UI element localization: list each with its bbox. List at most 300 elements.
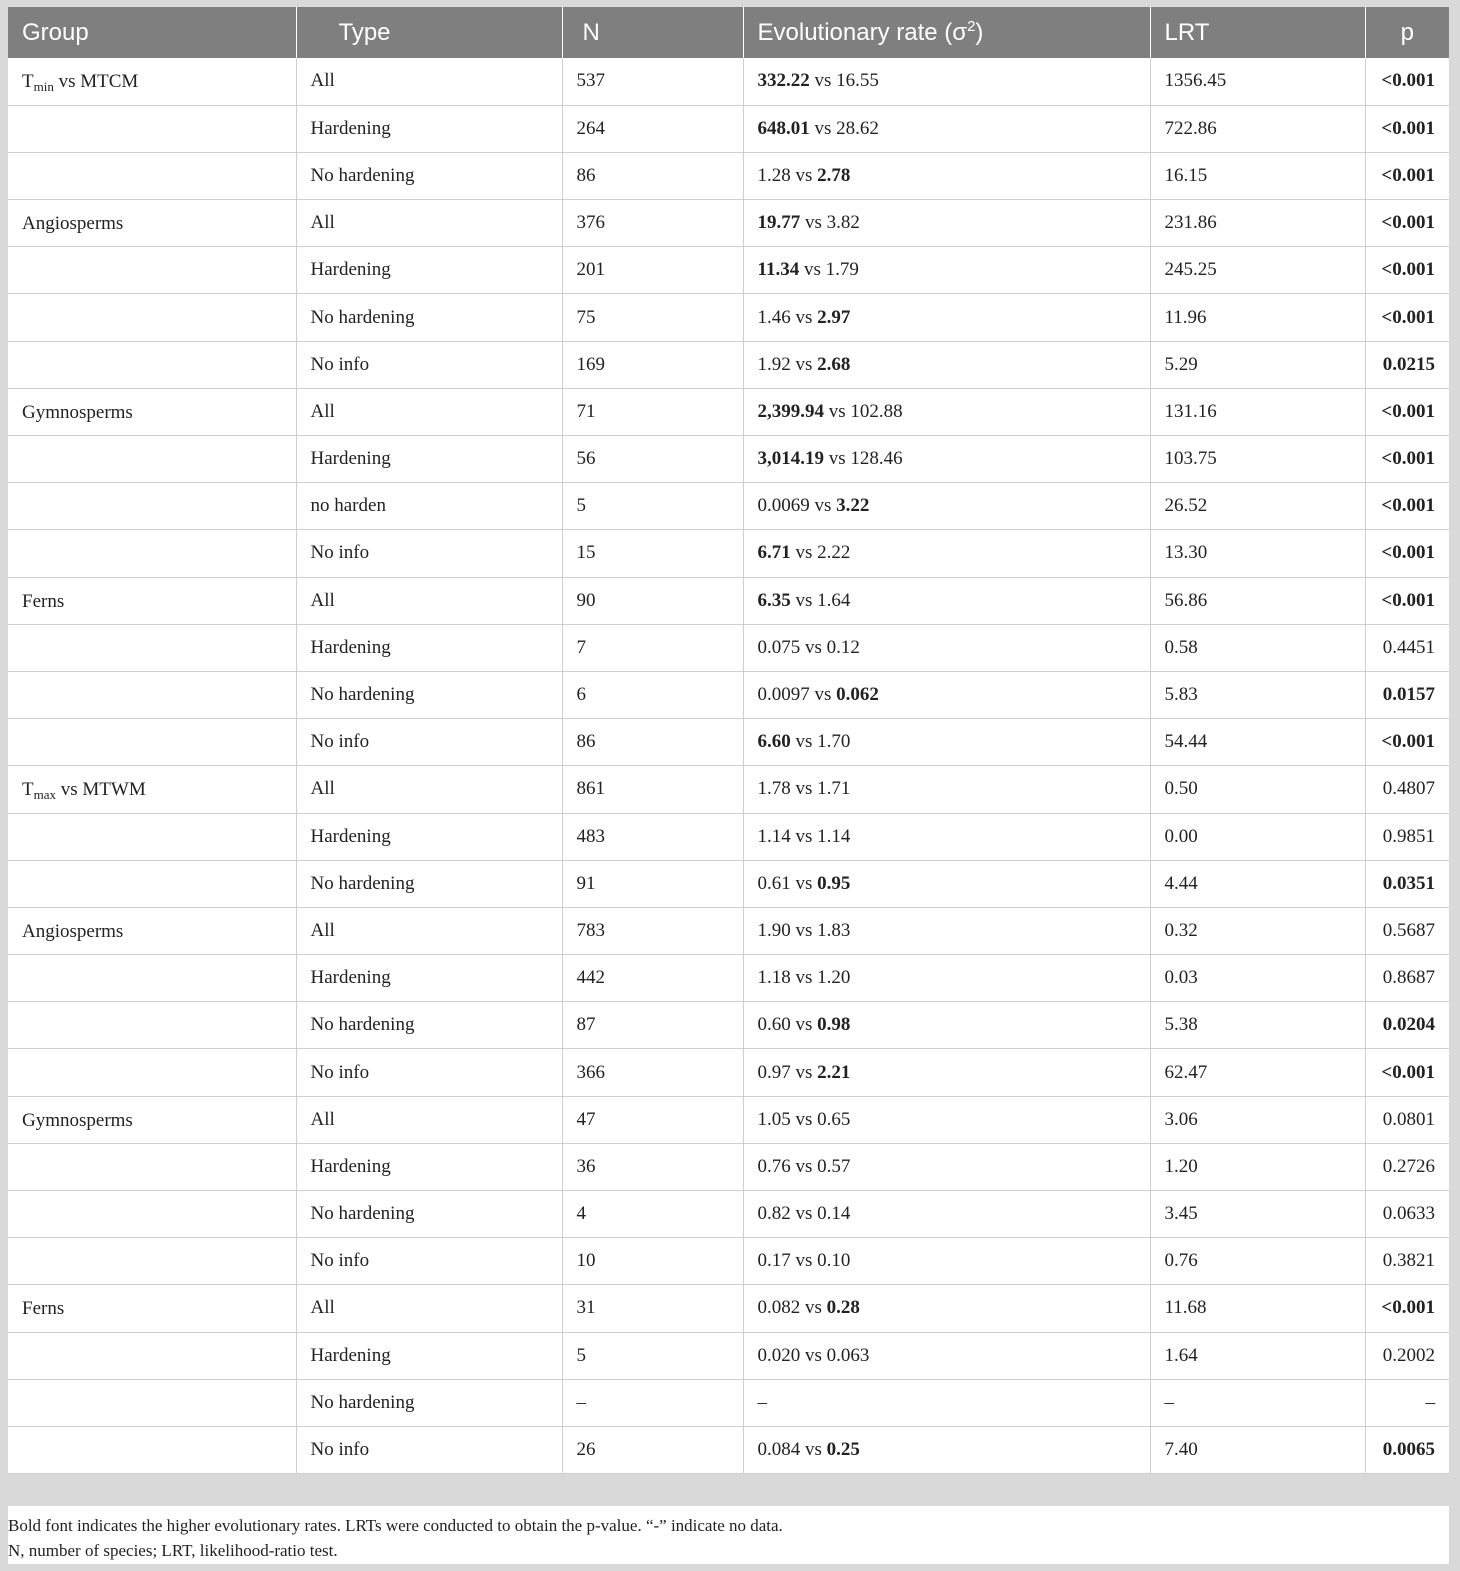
rate-vs: vs — [790, 1203, 818, 1225]
n-cell: 86 — [562, 152, 743, 199]
n-cell: 442 — [562, 955, 743, 1002]
rate-vs: vs — [790, 872, 818, 894]
type-cell: No info — [296, 719, 562, 766]
lrt-cell: 54.44 — [1150, 719, 1365, 766]
table-row — [8, 719, 1449, 766]
rate-vs: vs — [800, 1439, 827, 1461]
lrt-cell: – — [1150, 1379, 1365, 1426]
rate-value-1: 0.82 — [757, 1203, 791, 1225]
group-cell — [8, 813, 296, 860]
type-cell: No info — [296, 1238, 562, 1285]
rate-value-2: 0.10 — [817, 1250, 851, 1272]
group-cell — [8, 247, 296, 294]
rate-value-1: 1.46 — [757, 306, 791, 328]
n-cell: 7 — [562, 624, 743, 671]
rate-vs: vs — [790, 1061, 818, 1083]
rate-cell — [743, 860, 1150, 907]
p-cell: – — [1365, 1379, 1449, 1426]
rate-value-2: 0.95 — [817, 872, 851, 894]
table-row — [8, 436, 1449, 483]
p-cell: <0.001 — [1365, 483, 1449, 530]
rate-value-1: 1.78 — [757, 778, 791, 800]
rate-cell — [743, 577, 1150, 624]
table-row — [8, 341, 1449, 388]
lrt-cell: 3.45 — [1150, 1191, 1365, 1238]
table-row — [8, 483, 1449, 530]
rate-value-1: 6.60 — [757, 731, 791, 753]
header-group: Group — [8, 7, 296, 58]
group-label — [22, 71, 138, 92]
type-cell: Hardening — [296, 813, 562, 860]
type-cell: No hardening — [296, 1379, 562, 1426]
type-cell: All — [296, 58, 562, 105]
n-cell: 6 — [562, 671, 743, 718]
table-row — [8, 200, 1449, 247]
lrt-cell: 0.00 — [1150, 813, 1365, 860]
type-cell: All — [296, 577, 562, 624]
type-cell: Hardening — [296, 436, 562, 483]
header-n: N — [562, 7, 743, 58]
rate-vs: vs — [790, 589, 818, 611]
n-cell: 5 — [562, 483, 743, 530]
table-row — [8, 1191, 1449, 1238]
group-cell — [8, 719, 296, 766]
rate-value-1: 1.14 — [757, 825, 791, 847]
rate-cell — [743, 247, 1150, 294]
header-rate-superscript: 2 — [967, 17, 976, 35]
p-cell: 0.0204 — [1365, 1002, 1449, 1049]
table-row — [8, 1096, 1449, 1143]
table-row — [8, 58, 1449, 105]
lrt-cell: 7.40 — [1150, 1426, 1365, 1473]
rate-value-2: 0.98 — [817, 1014, 851, 1036]
rate-vs: vs — [800, 1344, 827, 1366]
group-subscript: max — [33, 787, 56, 803]
rate-cell — [743, 105, 1150, 152]
rate-vs: vs — [790, 731, 818, 753]
type-cell: No info — [296, 1049, 562, 1096]
rate-vs: vs — [800, 1297, 827, 1319]
lrt-cell: 0.76 — [1150, 1238, 1365, 1285]
lrt-cell: 0.32 — [1150, 907, 1365, 954]
rate-value-2: 1.64 — [817, 589, 851, 611]
rate-vs: vs — [809, 70, 837, 92]
rate-value-1: 0.17 — [757, 1250, 791, 1272]
rate-value-2: 1.70 — [817, 731, 851, 753]
rate-cell — [743, 1238, 1150, 1285]
p-cell: <0.001 — [1365, 200, 1449, 247]
p-cell: 0.2726 — [1365, 1143, 1449, 1190]
n-cell: 71 — [562, 388, 743, 435]
group-cell — [8, 1049, 296, 1096]
group-base: T — [22, 779, 34, 801]
lrt-cell: 131.16 — [1150, 388, 1365, 435]
rate-vs: vs — [809, 495, 837, 517]
rate-value-2: 0.57 — [817, 1155, 851, 1177]
rate-cell — [743, 436, 1150, 483]
lrt-cell: 11.96 — [1150, 294, 1365, 341]
rate-cell — [743, 1332, 1150, 1379]
rate-vs: vs — [809, 117, 837, 139]
rate-value-1: 0.075 — [757, 636, 801, 658]
type-cell: Hardening — [296, 1332, 562, 1379]
rate-value-1: 0.60 — [757, 1014, 791, 1036]
type-cell: All — [296, 1096, 562, 1143]
rate-value-2: 0.12 — [826, 636, 860, 658]
rate-cell — [743, 530, 1150, 577]
type-cell: No hardening — [296, 671, 562, 718]
n-cell: 91 — [562, 860, 743, 907]
rate-vs: vs — [790, 306, 818, 328]
group-cell — [8, 1426, 296, 1473]
rate-value-1: 2,399.94 — [757, 400, 824, 422]
rate-value-1: 0.76 — [757, 1155, 791, 1177]
rate-value-2: 0.65 — [817, 1108, 851, 1130]
p-cell: 0.9851 — [1365, 813, 1449, 860]
lrt-cell: 0.03 — [1150, 955, 1365, 1002]
p-cell: <0.001 — [1365, 530, 1449, 577]
n-cell: 4 — [562, 1191, 743, 1238]
header-evolutionary-rate — [743, 7, 1150, 58]
group-cell — [8, 58, 296, 105]
lrt-cell: 1.20 — [1150, 1143, 1365, 1190]
lrt-cell: 3.06 — [1150, 1096, 1365, 1143]
rate-cell — [743, 719, 1150, 766]
group-cell — [8, 671, 296, 718]
n-cell: 31 — [562, 1285, 743, 1332]
rate-value-2: 3.82 — [826, 212, 860, 234]
lrt-cell: 5.38 — [1150, 1002, 1365, 1049]
rate-value-1: 0.0097 — [757, 684, 810, 706]
n-cell: 5 — [562, 1332, 743, 1379]
n-cell: 47 — [562, 1096, 743, 1143]
rate-value-2: 1.71 — [817, 778, 851, 800]
rate-value-2: 2.78 — [817, 164, 851, 186]
n-cell: 36 — [562, 1143, 743, 1190]
rate-value-2: 1.83 — [817, 919, 851, 941]
rate-cell — [743, 483, 1150, 530]
table-row — [8, 671, 1449, 718]
group-cell — [8, 1379, 296, 1426]
lrt-cell: 11.68 — [1150, 1285, 1365, 1332]
type-cell: No hardening — [296, 1002, 562, 1049]
evolutionary-rate-table — [8, 7, 1449, 1474]
rate-value-2: 2.97 — [817, 306, 851, 328]
rate-cell — [743, 294, 1150, 341]
p-cell: 0.0351 — [1365, 860, 1449, 907]
p-cell: <0.001 — [1365, 388, 1449, 435]
type-cell: All — [296, 907, 562, 954]
rate-vs: vs — [790, 1155, 818, 1177]
p-cell: <0.001 — [1365, 247, 1449, 294]
rate-cell — [743, 1191, 1150, 1238]
p-cell: <0.001 — [1365, 1285, 1449, 1332]
p-cell: 0.8687 — [1365, 955, 1449, 1002]
type-cell: No info — [296, 530, 562, 577]
rate-cell — [743, 1096, 1150, 1143]
rate-vs: vs — [790, 353, 818, 375]
table-row — [8, 105, 1449, 152]
rate-vs: vs — [790, 825, 818, 847]
group-cell — [8, 1238, 296, 1285]
rate-value-2: 3.22 — [836, 495, 870, 517]
rate-vs: vs — [800, 636, 827, 658]
n-cell: 15 — [562, 530, 743, 577]
group-cell — [8, 1332, 296, 1379]
p-cell: <0.001 — [1365, 58, 1449, 105]
group-cell — [8, 1191, 296, 1238]
type-cell: No info — [296, 1426, 562, 1473]
lrt-cell: 245.25 — [1150, 247, 1365, 294]
table-row — [8, 813, 1449, 860]
n-cell: 86 — [562, 719, 743, 766]
group-cell — [8, 1002, 296, 1049]
type-cell: All — [296, 1285, 562, 1332]
p-cell: 0.4807 — [1365, 766, 1449, 813]
lrt-cell: 5.29 — [1150, 341, 1365, 388]
group-base: T — [22, 71, 34, 92]
table-row — [8, 152, 1449, 199]
rate-vs: vs — [809, 684, 837, 706]
rate-value-1: 1.90 — [757, 919, 791, 941]
lrt-cell: 4.44 — [1150, 860, 1365, 907]
type-cell: Hardening — [296, 624, 562, 671]
p-cell: 0.0801 — [1365, 1096, 1449, 1143]
table-row — [8, 860, 1449, 907]
n-cell: 201 — [562, 247, 743, 294]
rate-value-2: 0.14 — [817, 1203, 851, 1225]
lrt-cell: 13.30 — [1150, 530, 1365, 577]
rate-value-2: 2.22 — [817, 542, 851, 564]
rate-value-1: 11.34 — [757, 259, 800, 281]
lrt-cell: 5.83 — [1150, 671, 1365, 718]
rate-value-2: 28.62 — [836, 117, 879, 139]
type-cell: No hardening — [296, 152, 562, 199]
n-cell: 90 — [562, 577, 743, 624]
table-row — [8, 1049, 1449, 1096]
n-cell: 87 — [562, 1002, 743, 1049]
type-cell: Hardening — [296, 247, 562, 294]
group-cell — [8, 436, 296, 483]
rate-cell — [743, 200, 1150, 247]
rate-cell — [743, 1143, 1150, 1190]
group-cell — [8, 955, 296, 1002]
n-cell: 26 — [562, 1426, 743, 1473]
n-cell: 376 — [562, 200, 743, 247]
group-cell — [8, 294, 296, 341]
p-cell: <0.001 — [1365, 719, 1449, 766]
rate-value-2: 102.88 — [850, 400, 903, 422]
type-cell: Hardening — [296, 105, 562, 152]
group-cell: Ferns — [8, 577, 296, 624]
n-cell: 537 — [562, 58, 743, 105]
type-cell: No hardening — [296, 1191, 562, 1238]
rate-cell: – — [743, 1379, 1150, 1426]
rate-value-1: 0.084 — [757, 1439, 801, 1461]
rate-vs: vs — [790, 967, 818, 989]
rate-value-1: 0.082 — [757, 1297, 801, 1319]
rate-value-2: 0.062 — [836, 684, 879, 706]
lrt-cell: 16.15 — [1150, 152, 1365, 199]
lrt-cell: 103.75 — [1150, 436, 1365, 483]
n-cell: 10 — [562, 1238, 743, 1285]
type-cell: No info — [296, 341, 562, 388]
rate-cell — [743, 955, 1150, 1002]
table-row — [8, 1332, 1449, 1379]
group-cell: Angiosperms — [8, 200, 296, 247]
table-row — [8, 1426, 1449, 1473]
type-cell: No hardening — [296, 294, 562, 341]
group-rest: vs MTWM — [56, 779, 146, 801]
lrt-cell: 1.64 — [1150, 1332, 1365, 1379]
type-cell: All — [296, 766, 562, 813]
rate-value-2: 1.14 — [817, 825, 851, 847]
group-cell — [8, 1143, 296, 1190]
p-cell: <0.001 — [1365, 105, 1449, 152]
header-row — [8, 7, 1449, 58]
rate-value-2: 2.68 — [817, 353, 851, 375]
rate-value-2: 1.20 — [817, 967, 851, 989]
rate-vs: vs — [790, 164, 818, 186]
rate-vs: vs — [824, 400, 851, 422]
table-row — [8, 1238, 1449, 1285]
rate-value-1: 0.0069 — [757, 495, 810, 517]
type-cell: No hardening — [296, 860, 562, 907]
rate-cell — [743, 388, 1150, 435]
p-cell: <0.001 — [1365, 294, 1449, 341]
table-row — [8, 294, 1449, 341]
rate-value-2: 2.21 — [817, 1061, 851, 1083]
rate-value-1: 0.020 — [757, 1344, 801, 1366]
type-cell: All — [296, 388, 562, 435]
n-cell: 861 — [562, 766, 743, 813]
table-row — [8, 1379, 1449, 1426]
table-row — [8, 907, 1449, 954]
p-cell: 0.5687 — [1365, 907, 1449, 954]
rate-value-1: 648.01 — [757, 117, 810, 139]
p-cell: 0.0157 — [1365, 671, 1449, 718]
rate-cell — [743, 341, 1150, 388]
rate-vs: vs — [790, 1108, 818, 1130]
rate-cell — [743, 671, 1150, 718]
rate-vs: vs — [790, 1250, 818, 1272]
rate-value-1: 1.18 — [757, 967, 791, 989]
rate-value-1: 19.77 — [757, 212, 801, 234]
rate-value-2: 16.55 — [836, 70, 879, 92]
rate-cell — [743, 152, 1150, 199]
rate-value-2: 128.46 — [850, 448, 903, 470]
group-cell: Gymnosperms — [8, 388, 296, 435]
p-cell: 0.0215 — [1365, 341, 1449, 388]
group-cell: Ferns — [8, 1285, 296, 1332]
header-p: p — [1365, 7, 1449, 58]
n-cell: 366 — [562, 1049, 743, 1096]
type-cell: no harden — [296, 483, 562, 530]
rate-value-1: 1.05 — [757, 1108, 791, 1130]
table-row — [8, 247, 1449, 294]
rate-value-1: 0.97 — [757, 1061, 791, 1083]
n-cell: 783 — [562, 907, 743, 954]
group-cell — [8, 152, 296, 199]
p-cell: 0.4451 — [1365, 624, 1449, 671]
p-cell: 0.3821 — [1365, 1238, 1449, 1285]
header-type: Type — [296, 7, 562, 58]
n-cell: 75 — [562, 294, 743, 341]
table-row — [8, 766, 1449, 813]
group-cell — [8, 624, 296, 671]
rate-cell — [743, 1049, 1150, 1096]
group-cell: Gymnosperms — [8, 1096, 296, 1143]
rate-value-1: 6.71 — [757, 542, 791, 564]
p-cell: <0.001 — [1365, 577, 1449, 624]
lrt-cell: 1356.45 — [1150, 58, 1365, 105]
group-rest: vs MTCM — [53, 71, 139, 92]
p-cell: 0.0633 — [1365, 1191, 1449, 1238]
rate-cell — [743, 1002, 1150, 1049]
rate-value-1: 0.61 — [757, 872, 791, 894]
group-cell — [8, 483, 296, 530]
table-row — [8, 530, 1449, 577]
header-lrt: LRT — [1150, 7, 1365, 58]
rate-cell — [743, 766, 1150, 813]
rate-cell — [743, 907, 1150, 954]
rate-vs: vs — [800, 212, 827, 234]
rate-value-1: 1.92 — [757, 353, 791, 375]
p-cell: 0.2002 — [1365, 1332, 1449, 1379]
p-cell: <0.001 — [1365, 152, 1449, 199]
group-subscript: min — [33, 79, 54, 94]
group-cell — [8, 530, 296, 577]
table-row — [8, 624, 1449, 671]
group-cell — [8, 860, 296, 907]
rate-vs: vs — [790, 542, 818, 564]
p-cell: 0.0065 — [1365, 1426, 1449, 1473]
group-cell — [8, 105, 296, 152]
rate-vs: vs — [790, 1014, 818, 1036]
group-cell — [8, 766, 296, 813]
p-cell: <0.001 — [1365, 436, 1449, 483]
rate-cell — [743, 58, 1150, 105]
type-cell: All — [296, 200, 562, 247]
lrt-cell: 56.86 — [1150, 577, 1365, 624]
lrt-cell: 722.86 — [1150, 105, 1365, 152]
n-cell: 483 — [562, 813, 743, 860]
group-label — [22, 779, 146, 803]
table-row — [8, 1002, 1449, 1049]
type-cell: Hardening — [296, 1143, 562, 1190]
rate-value-2: 0.28 — [826, 1297, 860, 1319]
lrt-cell: 0.50 — [1150, 766, 1365, 813]
rate-vs: vs — [790, 778, 818, 800]
header-rate-close: ) — [975, 18, 984, 46]
header-rate-label: Evolutionary rate (σ — [757, 18, 968, 46]
p-cell: <0.001 — [1365, 1049, 1449, 1096]
n-cell: – — [562, 1379, 743, 1426]
lrt-cell: 231.86 — [1150, 200, 1365, 247]
rate-value-2: 1.79 — [825, 259, 859, 281]
rate-vs: vs — [799, 259, 826, 281]
lrt-cell: 62.47 — [1150, 1049, 1365, 1096]
rate-value-1: 3,014.19 — [757, 448, 824, 470]
lrt-cell: 26.52 — [1150, 483, 1365, 530]
n-cell: 56 — [562, 436, 743, 483]
table-row — [8, 388, 1449, 435]
rate-value-2: 0.25 — [826, 1439, 860, 1461]
table-row — [8, 955, 1449, 1002]
n-cell: 264 — [562, 105, 743, 152]
type-cell: Hardening — [296, 955, 562, 1002]
footnote-line-2: N, number of species; LRT, likelihood-ratio test. — [8, 1541, 338, 1560]
